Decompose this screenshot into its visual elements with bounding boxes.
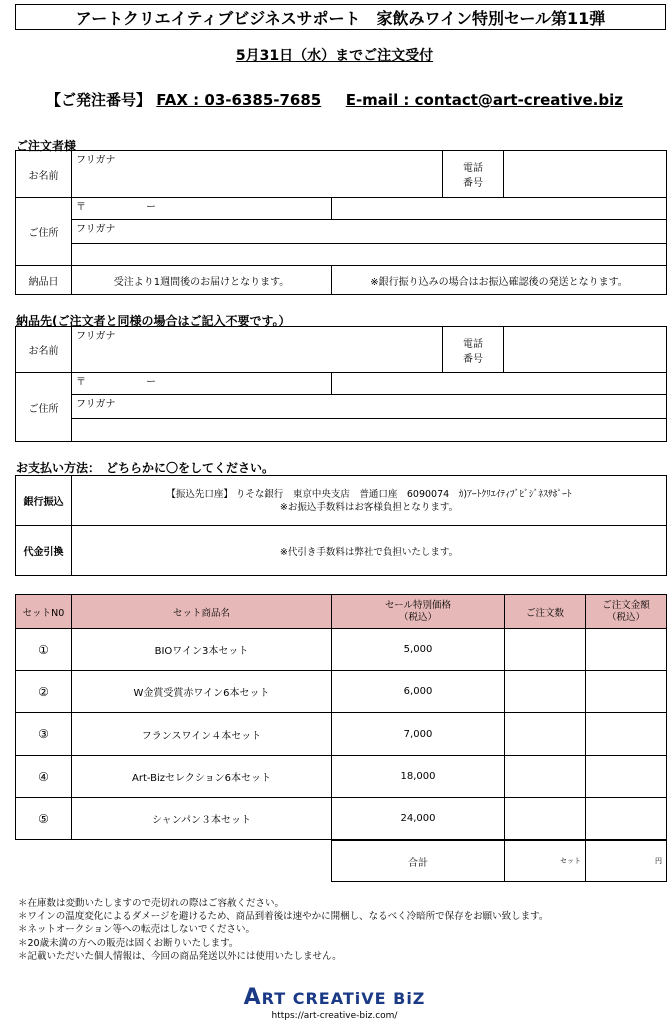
row-quantity-field[interactable] — [505, 798, 586, 840]
recipient-name-field[interactable] — [72, 327, 443, 373]
row-product-name: Art-Bizセレクション6本セット — [72, 756, 332, 798]
note-item: ＊在庫数は変動いたしますので売切れの際はご容赦ください。 — [18, 898, 285, 909]
total-amount-unit: 円 — [655, 857, 662, 865]
orderer-phone-label-1: 電話 — [463, 163, 483, 174]
page-title — [15, 4, 666, 30]
orderer-postal-extra[interactable] — [332, 198, 667, 220]
row-quantity-field[interactable] — [505, 756, 586, 798]
bank-transfer-note: ※銀行振り込みの場合はお振込確認後の発送となります。 — [332, 266, 667, 295]
row-amount-field[interactable] — [586, 756, 667, 798]
bank-account-info — [72, 476, 667, 526]
orderer-phone-label-2: 番号 — [463, 178, 483, 189]
company-logo — [0, 985, 669, 1021]
delivery-date-note: 受注より1週間後のお届けとなります。 — [72, 266, 332, 295]
col-amount-2: （税込） — [606, 611, 645, 623]
table-row — [16, 671, 667, 713]
cod-note: ※代引き手数料は弊社で負担いたします。 — [72, 526, 667, 576]
row-amount-field[interactable] — [586, 671, 667, 713]
row-product-name: シャンパン３本セット — [72, 798, 332, 840]
orderer-table — [15, 150, 667, 295]
recipient-section-label: 納品先(ご注文者と同様の場合はご記入不要です。） — [16, 314, 291, 328]
order-prefix: 【ご発注番号】 — [46, 91, 152, 109]
col-price — [332, 595, 505, 629]
recipient-address-field[interactable] — [72, 419, 667, 442]
total-amount-field[interactable] — [586, 841, 667, 882]
payment-section-label: お支払い方法： どちらかに〇をしてください。 — [16, 461, 275, 475]
row-set-no: ③ — [16, 713, 72, 756]
col-price-1: セール特別価格 — [385, 599, 451, 611]
product-table-header — [16, 595, 667, 629]
product-table — [15, 594, 667, 840]
row-product-name: W金賞受賞赤ワイン6本セット — [72, 671, 332, 713]
cod-option[interactable]: 代金引換 — [16, 526, 72, 576]
recipient-postal-extra[interactable] — [332, 373, 667, 395]
bank-transfer-option[interactable]: 銀行振込 — [16, 476, 72, 526]
orderer-phone-label — [443, 151, 504, 198]
order-deadline: 5月31日（水）までご注文受付 — [235, 48, 434, 64]
col-product-name: セット商品名 — [72, 595, 332, 629]
brand-wordmark — [0, 985, 669, 1010]
recipient-furigana: フリガナ — [76, 331, 116, 342]
bank-account-line: 【振込先口座】 りそな銀行 東京中央支店 普通口座 6090074 ｶ)ｱｰﾄｸﾘｴｲﾃｨﾌﾞﾋﾞｼﾞﾈｽｻﾎﾟｰﾄ — [166, 488, 572, 500]
recipient-phone-field[interactable] — [504, 327, 667, 373]
row-price: 6,000 — [332, 671, 505, 713]
notes-list — [18, 897, 548, 963]
recipient-phone-label-1: 電話 — [463, 338, 483, 350]
row-price: 5,000 — [332, 629, 505, 671]
total-label: 合計 — [332, 841, 505, 882]
note-item: ＊ワインの温度変化によるダメージを避けるため、商品到着後は速やかに開梱し、なるべく冷暗所で保存をお願い致します。 — [18, 911, 549, 923]
note-item: ＊20歳未満の方への販売は固くお断りいたします。 — [18, 937, 239, 949]
row-quantity-field[interactable] — [505, 713, 586, 756]
payment-table — [15, 475, 667, 576]
orderer-name-label: お名前 — [16, 151, 72, 198]
total-quantity-field[interactable] — [505, 841, 586, 882]
page-title-text: アートクリエイティブビジネスサポート 家飲みワイン特別セール第11弾 — [75, 8, 606, 28]
brand-word-biz: BiZ — [393, 989, 426, 1008]
orderer-postal-field[interactable]: 〒 ー — [72, 198, 332, 220]
orderer-name-field[interactable] — [72, 151, 443, 198]
recipient-phone-label — [443, 327, 504, 373]
row-price: 7,000 — [332, 713, 505, 756]
row-quantity-field[interactable] — [505, 671, 586, 713]
orderer-phone-field[interactable] — [504, 151, 667, 198]
row-set-no: ② — [16, 671, 72, 713]
row-set-no: ① — [16, 629, 72, 671]
recipient-postal-field[interactable]: 〒 ー — [72, 373, 332, 395]
recipient-phone-label-2: 番号 — [463, 353, 483, 365]
col-amount — [586, 595, 667, 629]
orderer-address-label: ご住所 — [16, 198, 72, 266]
brand-word-creative: CREATiVE — [292, 989, 387, 1008]
orderer-address-field[interactable] — [72, 244, 667, 266]
col-quantity: ご注文数 — [505, 595, 586, 629]
table-row — [16, 713, 667, 756]
bank-fee-note: ※お振込手数料はお客様負担となります。 — [279, 501, 459, 513]
col-set-no: セットN0 — [16, 595, 72, 629]
orderer-address-furigana[interactable]: フリガナ — [72, 220, 667, 244]
website-link[interactable]: https://art-creative-biz.com/ — [271, 1011, 398, 1021]
brand-letter-a: A — [243, 985, 262, 1010]
row-product-name: フランスワイン４本セット — [72, 713, 332, 756]
row-amount-field[interactable] — [586, 629, 667, 671]
recipient-address-label: ご住所 — [16, 373, 72, 442]
table-row — [16, 798, 667, 840]
row-set-no: ⑤ — [16, 798, 72, 840]
table-row — [16, 629, 667, 671]
row-quantity-field[interactable] — [505, 629, 586, 671]
note-item: ＊記載いただいた個人情報は、今回の商品発送以外には使用いたしません。 — [18, 950, 342, 962]
delivery-date-label: 納品日 — [16, 266, 72, 295]
total-qty-unit: セット — [560, 857, 581, 865]
recipient-table — [15, 326, 667, 442]
brand-rest: RT — [261, 989, 287, 1008]
table-row — [16, 756, 667, 798]
orderer-furigana: フリガナ — [76, 155, 116, 166]
row-set-no: ④ — [16, 756, 72, 798]
orderer-section-label: ご注文者様 — [16, 139, 77, 153]
total-table — [331, 840, 667, 882]
email-address[interactable]: E-mail : contact@art-creative.biz — [345, 91, 623, 109]
col-amount-1: ご注文金額 — [602, 599, 650, 611]
row-amount-field[interactable] — [586, 713, 667, 756]
fax-number: FAX : 03-6385-7685 — [156, 91, 322, 109]
note-item: ＊ネットオークション等への転売はしないでください。 — [18, 924, 256, 936]
row-price: 18,000 — [332, 756, 505, 798]
row-amount-field[interactable] — [586, 798, 667, 840]
order-contact-line — [0, 89, 669, 110]
row-price: 24,000 — [332, 798, 505, 840]
recipient-name-label: お名前 — [16, 327, 72, 373]
col-price-2: （税込） — [398, 611, 437, 623]
recipient-address-furigana[interactable]: フリガナ — [72, 395, 667, 419]
row-product-name: BIOワイン3本セット — [72, 629, 332, 671]
